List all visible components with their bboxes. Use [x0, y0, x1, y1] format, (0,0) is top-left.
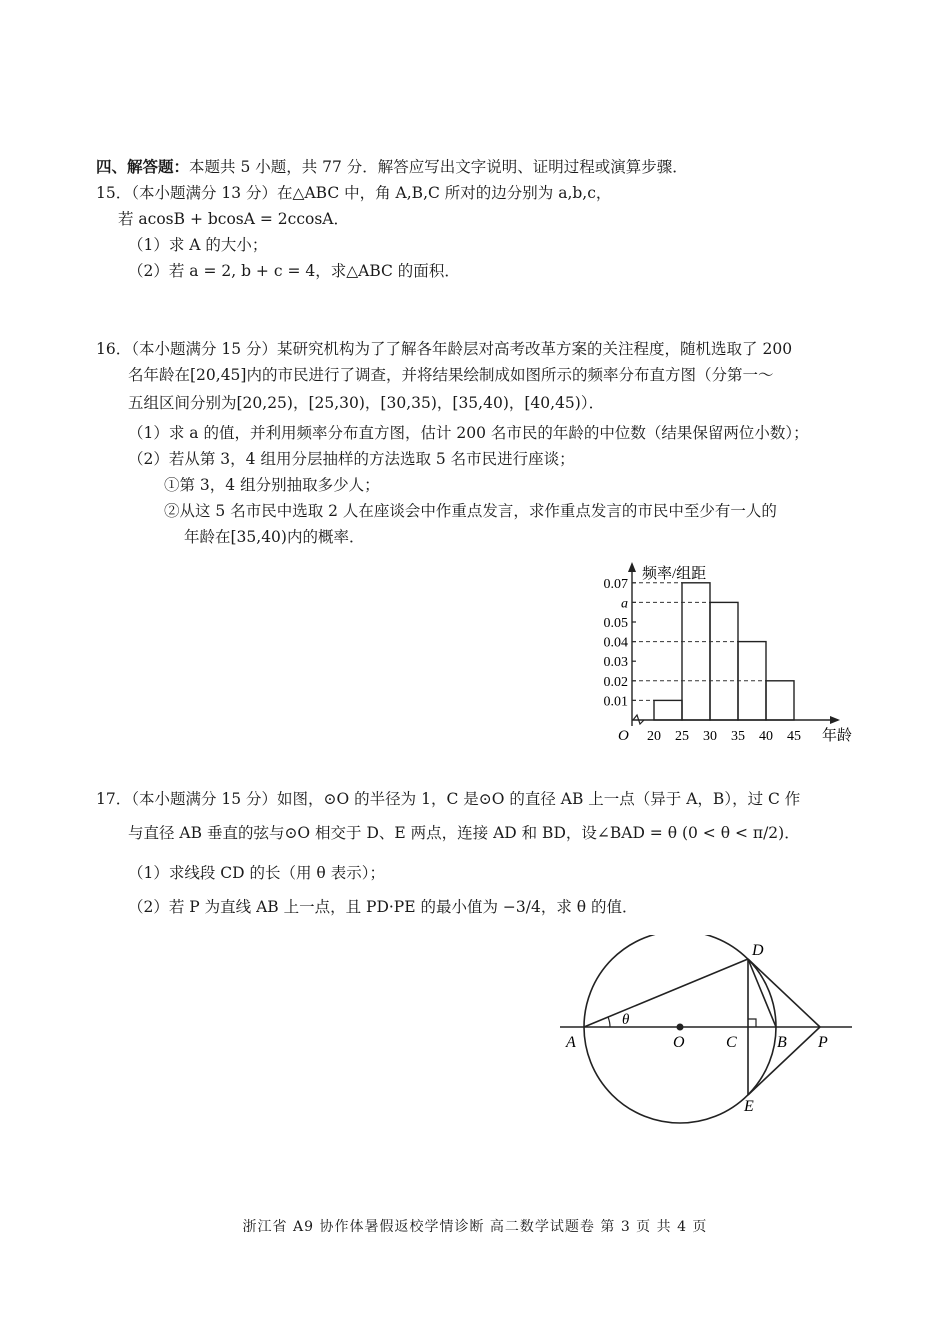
segment-pd — [748, 959, 820, 1027]
frequency-histogram — [590, 558, 860, 753]
x-tick-label: 35 — [731, 729, 745, 744]
histogram-bar — [654, 700, 682, 720]
histogram-bar — [766, 681, 794, 720]
circle-geometry-diagram — [560, 935, 860, 1125]
q15-part2: （2）若 a = 2, b + c = 4，求△ABC 的面积． — [128, 262, 460, 280]
x-tick-label: 25 — [675, 729, 689, 744]
q16-part2: （2）若从第 3，4 组用分层抽样的方法选取 5 名市民进行座谈； — [128, 450, 575, 468]
q16-sub2b: 年龄在[35,40)内的概率． — [184, 528, 365, 546]
segment-bd — [748, 959, 776, 1027]
x-axis-arrow — [830, 716, 840, 724]
label-b: B — [777, 1034, 787, 1051]
q16-sub1: ①第 3，4 组分别抽取多少人； — [164, 476, 380, 494]
q16-part1: （1）求 a 的值，并利用频率分布直方图，估计 200 名市民的年龄的中位数（结果保留两位小数）； — [128, 424, 809, 442]
q16-line2: 名年龄在[20,45]内的市民进行了调查，并将结果绘制成如图所示的频率分布直方图（分第一～ — [128, 366, 774, 384]
right-angle-mark — [748, 1019, 756, 1027]
label-o: O — [673, 1034, 685, 1051]
q16-line1: 16．（本小题满分 15 分）某研究机构为了了解各年龄层对高考改革方案的关注程度，随机选取了 200 — [96, 340, 793, 358]
y-tick-label: 0.02 — [603, 674, 628, 690]
y-axis-label: 频率/组距 — [642, 566, 707, 582]
q15-part1: （1）求 A 的大小； — [128, 236, 268, 254]
y-tick-label: 0.04 — [603, 635, 628, 651]
q15-line2: 若 acosB + bcosA = 2ccosA． — [118, 210, 349, 228]
y-axis-arrow — [628, 562, 636, 572]
x-tick-label: 20 — [647, 729, 661, 744]
segment-ad — [584, 959, 748, 1027]
q17-line2: 与直径 AB 垂直的弦与⊙O 相交于 D、E 两点，连接 AD 和 BD，设∠BAD = θ (0 < θ < π/2)． — [128, 824, 800, 842]
y-tick-label: a — [621, 596, 628, 612]
x-tick-label: 40 — [759, 729, 773, 744]
histogram-bar — [710, 602, 738, 720]
q17-line1: 17．（本小题满分 15 分）如图，⊙O 的半径为 1，C 是⊙O 的直径 AB 上一点（异于 A，B），过 C 作 — [96, 790, 801, 808]
q16-sub2a: ②从这 5 名市民中选取 2 人在座谈会中作重点发言，求作重点发言的市民中至少有一人的 — [164, 502, 777, 520]
page-footer: 浙江省 A9 协作体暑假返校学情诊断 高二数学试题卷 第 3 页 共 4 页 — [242, 1219, 708, 1235]
q16-line3: 五组区间分别为[20,25)，[25,30)，[30,35)，[35,40)，[40,45)）． — [128, 394, 605, 412]
q17-part1: （1）求线段 CD 的长（用 θ 表示）； — [128, 864, 385, 882]
q15-line1: 15．（本小题满分 13 分）在△ABC 中，角 A,B,C 所对的边分别为 a,b,c， — [96, 184, 612, 202]
label-p: P — [818, 1034, 828, 1051]
y-tick-label: 0.05 — [603, 616, 628, 631]
histogram-bar — [682, 583, 710, 720]
origin-label: O — [618, 728, 629, 744]
x-axis-label: 年龄 — [822, 728, 853, 744]
x-tick-label: 30 — [703, 729, 717, 744]
label-e: E — [744, 1098, 754, 1115]
section-heading-line — [96, 156, 688, 178]
x-tick-label: 45 — [787, 729, 801, 744]
angle-theta-arc — [608, 1017, 610, 1027]
q17-part2: （2）若 P 为直线 AB 上一点，且 PD·PE 的最小值为 −3/4，求 θ 的值． — [128, 898, 638, 916]
label-c: C — [726, 1034, 737, 1051]
label-theta: θ — [622, 1012, 630, 1028]
section-heading: 四、解答题： — [96, 157, 190, 176]
center-point-o — [677, 1024, 684, 1031]
y-tick-label: 0.07 — [603, 576, 628, 592]
label-d: D — [752, 942, 764, 959]
label-a: A — [566, 1034, 576, 1051]
y-tick-label: 0.01 — [603, 694, 628, 710]
section-intro: 本题共 5 小题，共 77 分．解答应写出文字说明、证明过程或演算步骤． — [189, 158, 688, 176]
y-tick-label: 0.03 — [603, 655, 628, 671]
